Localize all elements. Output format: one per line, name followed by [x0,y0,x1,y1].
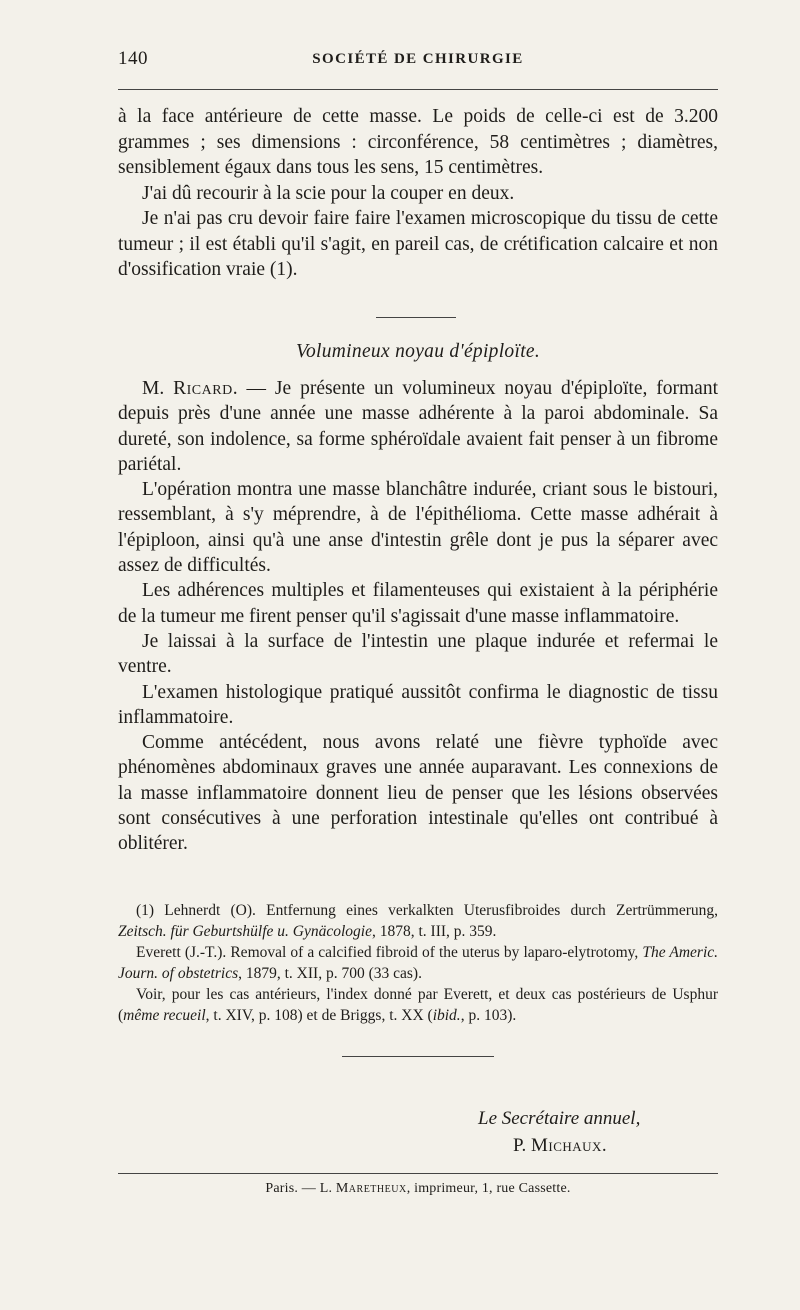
imprint-rule [118,1173,718,1174]
paragraph: Les adhérences multiples et filamenteuses qui existaient à la périphérie de la tumeur me firent penser qu'il s'agissait d'une masse inflammatoire. [118,580,718,627]
page-header [118,48,718,74]
footnote-text: , t. XIV, p. 108) et de Briggs, t. XX ( [205,1007,433,1024]
header-rule [118,89,718,90]
footnote-text: , p. 103). [460,1007,517,1024]
paragraph: L'examen histologique pratiqué aussitôt confirma le diagnostic de tissu inflammatoire. [118,681,718,728]
author-name: Ricard [173,378,233,399]
paragraph: à la face antérieure de cette masse. Le poids de celle-ci est de 3.200 grammes ; ses dimensions : circonférence, 58 centimètres ; diamètres, sensiblement égaux dans tous les sens, 15 centimètres. [118,106,718,178]
author-prefix: M. [142,378,174,399]
signature-role: Le Secrétaire annuel, [478,1108,641,1129]
footnote-text: Voir, pour les cas antérieurs, l'index donné par Everett, et deux cas postérieurs de Usphur ( [118,986,718,1024]
imprint-text: , imprimeur, 1, rue Cassette. [406,1181,571,1196]
footnote [118,900,718,942]
footnotes [118,900,718,1026]
paragraph: L'opération montra une masse blanchâtre indurée, criant sous le bistouri, ressemblant, à s'y méprendre, à de l'épithélioma. Cette masse adhérait à l'épiploon, ainsi qu'à une anse d'intestin grêle dont je pus la séparer avec assez de difficultés. [118,479,718,577]
section-divider [376,317,456,318]
signature-name-line [513,1132,718,1159]
page-number: 140 [118,48,148,69]
article-text [118,376,718,857]
paragraph: Je laissai à la surface de l'intestin une plaque indurée et refermai le ventre. [118,630,718,678]
signature-name: Michaux. [530,1135,608,1156]
paragraph [118,376,718,477]
signature [118,1105,718,1159]
section-title: Volumineux noyau d'épiploïte. [295,341,541,362]
printer-imprint [118,1181,718,1197]
imprint-text: Paris. — L. [265,1181,336,1196]
journal-title: Zeitsch. für Geburtshülfe u. Gynäcologie [118,923,372,940]
footnote-text: , 1878, t. III, p. 359. [372,923,497,940]
journal-title: The Americ. Journ. of obstetrics [118,944,719,982]
journal-title: ibid. [432,1007,461,1024]
continuation-text [118,104,718,283]
paragraph: J'ai dû recourir à la scie pour la couper en deux. [142,182,515,204]
signature-initial: P. [513,1135,531,1156]
closing-divider [342,1056,494,1057]
footnote-text: (1) Lehnerdt (O). Entfernung eines verkalkten Uterusfibroides durch Zertrümmerung, [136,902,718,919]
footnote-text: , 1879, t. XII, p. 700 (33 cas). [238,965,422,982]
footnote [118,984,718,1026]
paragraph-text: . — Je présente un volumineux noyau d'épiploïte, formant depuis près d'une année une masse adhérente à la paroi abdominale. Sa dureté, son indolence, sa forme sphéroïdale avaient fait penser à un fibrome pariétal. [118,378,719,475]
paragraph: Comme antécédent, nous avons relaté une fièvre typhoïde avec phénomènes abdominaux graves une année auparavant. Les connexions de la masse inflammatoire donnent lieu de penser que les lésions observées sont consécutives à une perforation intestinale qu'elles ont contribué à oblitérer. [118,732,718,855]
journal-title: même recueil [123,1007,206,1024]
footnote [118,942,718,984]
running-head: SOCIÉTÉ DE CHIRURGIE [312,51,524,67]
paragraph: Je n'ai pas cru devoir faire faire l'examen microscopique du tissu de cette tumeur ; il est établi qu'il s'agit, en pareil cas, de crétification calcaire et non d'ossification vraie (1). [118,208,718,280]
printer-name: Maretheux [335,1181,407,1196]
footnote-text: Everett (J.-T.). Removal of a calcified fibroid of the uterus by laparo-elytrotomy, [136,944,643,961]
